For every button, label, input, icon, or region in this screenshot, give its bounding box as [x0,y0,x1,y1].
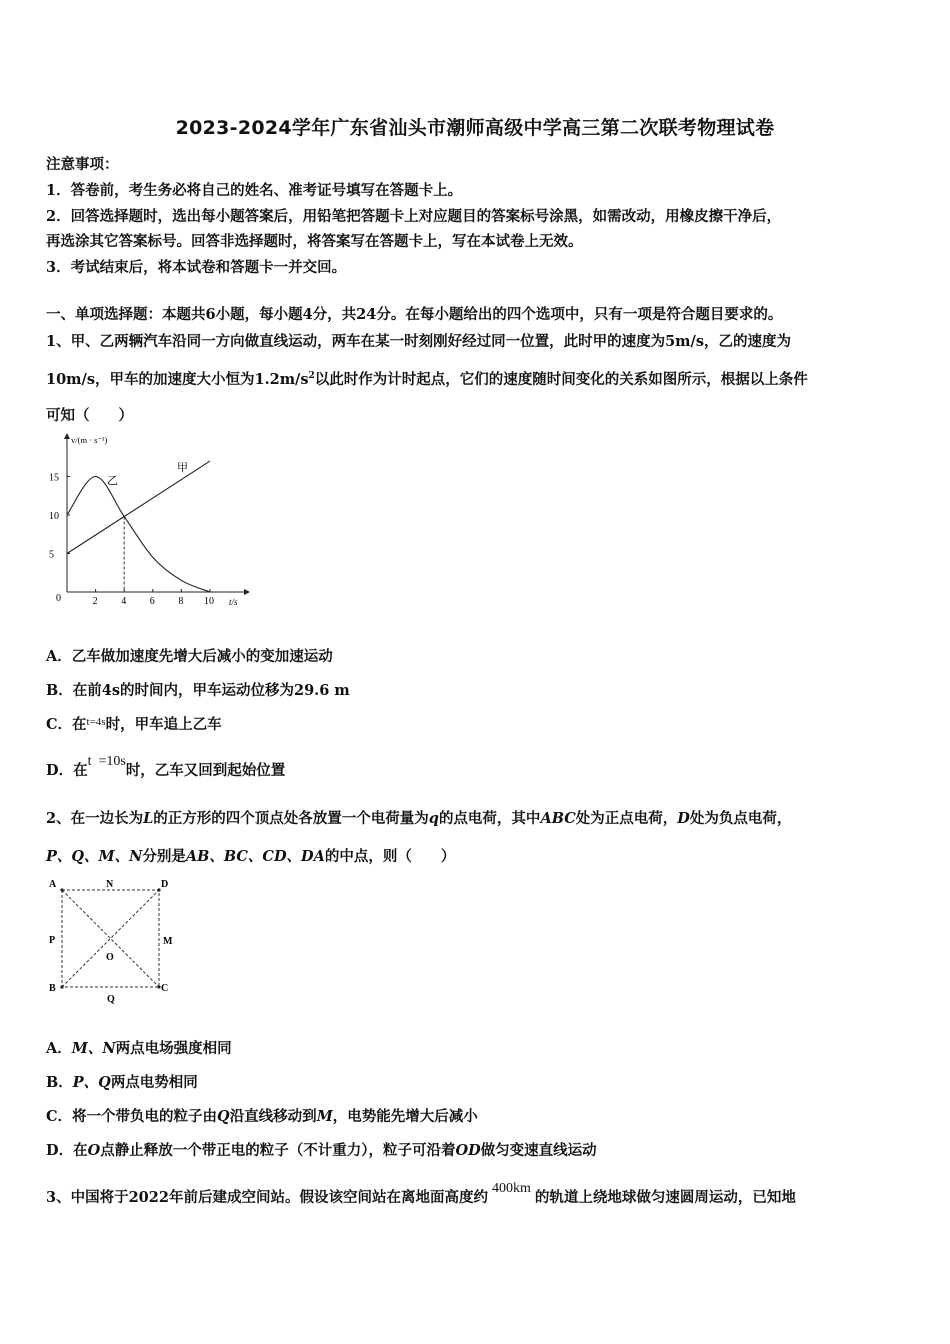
q1-option-c [46,713,222,734]
q1-line-3: 可知（ ） [46,407,133,424]
q2-segs: AB、BC、CD、DA [185,848,325,865]
q2-var-L: L [143,810,154,827]
series-yi-curve [67,476,210,592]
y-axis-arrow [64,433,70,439]
x-tick-label-6: 6 [149,596,155,607]
q1-option-c-pre: C．在 [46,716,87,733]
q2-d-pre: D．在 [46,1142,88,1159]
label-P: P [49,935,56,946]
q1-line-2a: 10m/s，甲车的加速度大小恒为1.2m/s [46,371,309,388]
q3-post: 的轨道上绕地球做匀速圆周运动，已知地 [534,1189,796,1206]
q2-l2a: 分别是 [142,848,186,865]
q1-velocity-graph [44,430,254,615]
label-O: O [106,952,114,963]
q2-vars: P、Q、M、N [46,848,143,865]
x-tick-label-4: 4 [121,596,127,607]
y-axis-label: v/(m · s⁻¹) [71,435,108,445]
notice-item-2-cont: 再选涂其它答案标号。回答非选择题时，将答案写在答题卡上，写在本试卷上无效。 [46,233,583,250]
label-C: C [161,983,169,994]
y-tick-label-15: 15 [49,472,59,484]
q3-math: 400km [491,1181,531,1196]
q2-c-mid: 沿直线移动到 [229,1108,317,1125]
q1-line-2 [46,368,808,389]
section-heading: 一、单项选择题：本题共6小题，每小题4分，共24分。在每小题给出的四个选项中，只有一项是符合题目要求的。 [46,306,783,323]
label-Q: Q [107,994,115,1005]
charge-b [60,985,63,988]
x-axis-label: t/s [229,597,238,607]
q1-option-d-math: t =10s [87,754,126,769]
q1-option-a: A．乙车做加速度先增大后减小的变加速运动 [46,648,333,665]
q1-option-c-post: 时，甲车追上乙车 [105,716,222,733]
graph-ticks [49,473,214,608]
origin-label: 0 [56,593,61,604]
q2-c-post: ，电势能先增大后减小 [332,1108,478,1125]
q2-option-a [46,1037,232,1058]
q2-d-post: 做匀变速直线运动 [480,1142,597,1159]
q1-line-1: 1、甲、乙两辆汽车沿同一方向做直线运动，两车在某一时刻刚好经过同一位置，此时甲的速度为5m/s，乙的速度为 [46,333,791,350]
q2-l2b: 的中点，则（ ） [324,848,456,865]
q2-line-2 [46,845,455,866]
label-M: M [163,936,173,947]
q2-option-b [46,1071,198,1092]
q2-b-pre: B． [46,1074,73,1091]
q2-c-v1: Q [217,1108,230,1125]
q2-option-d [46,1139,597,1160]
q1-option-d [46,754,286,780]
notice-heading: 注意事项： [46,156,119,173]
q1-option-b: B．在前4s的时间内，甲车运动位移为29.6 m [46,682,350,699]
q2-d-mid: 点静止释放一个带正电的粒子（不计重力），粒子可沿着 [100,1142,456,1159]
series-label-yi: 乙 [107,475,118,487]
q2-l1d: 处为正点电荷， [575,810,678,827]
label-B: B [49,983,56,994]
notice-item-1: 1．答卷前，考生务必将自己的姓名、准考证号填写在答题卡上。 [46,182,463,199]
y-tick-label-10: 10 [49,511,59,522]
exam-title: 2023-2024学年广东省汕头市潮师高级中学高三第二次联考物理试卷 [175,117,775,139]
q1-sup: 2 [308,371,315,382]
label-D: D [161,879,169,890]
q2-var-q: q [428,810,439,827]
x-tick-label-2: 2 [92,596,98,607]
q1-option-d-post: 时，乙车又回到起始位置 [125,762,286,779]
q1-line-2b: 以此时作为计时起点，它们的速度随时间变化的关系如图所示，根据以上条件 [314,371,808,388]
series-jia-line [67,461,210,553]
q3-pre: 3、中国将于2022年前后建成空间站。假设该空间站在离地面高度约 [46,1189,488,1206]
series-label-jia: 甲 [177,462,188,474]
label-N: N [106,879,114,890]
q2-l1e: 处为负点电荷， [689,810,792,827]
q2-a-post: 两点电场强度相同 [115,1040,232,1057]
x-axis-arrow [244,589,250,595]
q2-var-D: D [677,810,690,827]
q2-l1c: 的点电荷，其中 [438,810,541,827]
q2-square-diagram [44,874,194,1009]
q2-a-var: M、N [71,1040,116,1057]
x-tick-label-10: 10 [204,596,214,607]
q2-option-c [46,1105,478,1126]
q2-d-v1: O [87,1142,101,1159]
q2-line-1 [46,807,791,828]
graph-series [67,461,210,592]
q2-c-v2: M [316,1108,333,1125]
q2-l1a: 2、在一边长为 [46,810,144,827]
notice-item-2: 2．回答选择题时，选出每小题答案后，用铅笔把答题卡上对应题目的答案标号涂黑，如需改动，用橡皮擦干净后， [46,208,782,225]
q2-l1b: 的正方形的四个顶点处各放置一个电荷量为 [153,810,429,827]
charge-a [60,888,63,891]
graph-axes [64,433,250,595]
x-tick-label-8: 8 [178,596,184,607]
q2-b-post: 两点电势相同 [110,1074,198,1091]
q2-a-pre: A． [46,1040,72,1057]
q2-d-v2: OD [455,1142,481,1159]
q2-b-var: P、Q [72,1074,111,1091]
q2-var-ABC: ABC [540,810,576,827]
label-A: A [49,879,57,890]
q3-line-1 [46,1181,796,1207]
y-tick-label-5: 5 [49,549,54,561]
q2-c-pre: C．将一个带负电的粒子由 [46,1108,218,1125]
q1-option-c-math: t=4s [86,716,106,728]
notice-item-3: 3．考试结束后，将本试卷和答题卡一并交回。 [46,259,347,276]
q1-option-d-pre: D．在 [46,762,88,779]
